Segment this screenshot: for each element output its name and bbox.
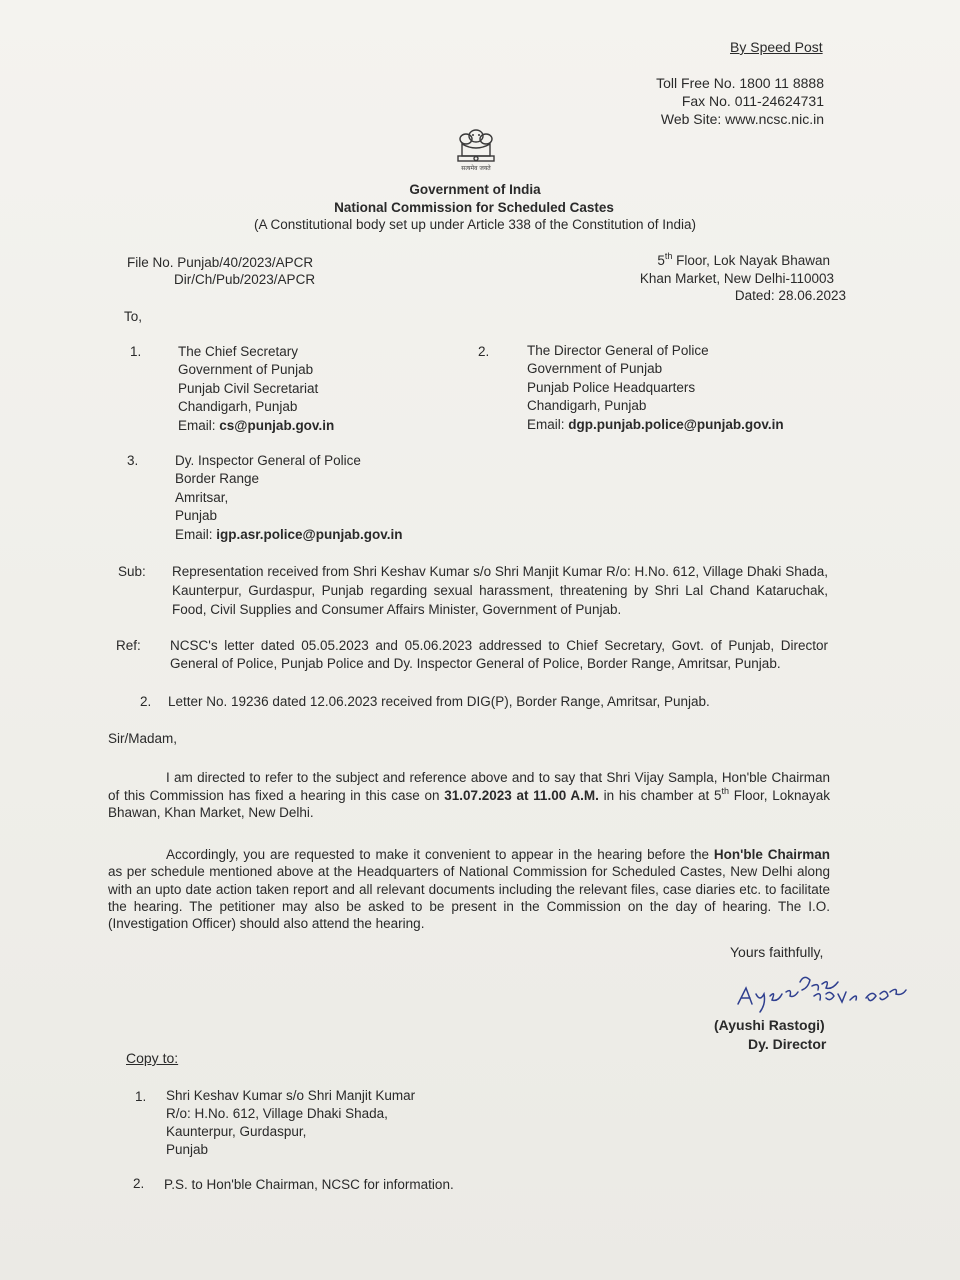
signatory-name: (Ayushi Rastogi): [714, 1017, 825, 1033]
speed-post-label: By Speed Post: [730, 39, 823, 55]
signatory-designation: Dy. Director: [748, 1036, 827, 1052]
recipient-2-number: 2.: [478, 344, 490, 359]
national-emblem-icon: [446, 126, 506, 178]
reference-item-1: NCSC's letter dated 05.05.2023 and 05.06.2023 addressed to Chief Secretary, Govt. of Punjab, Director General of Police, Punjab Police and Dy. Inspector General of Police, Border Range, Amritsar, Punjab.: [170, 638, 828, 671]
salutation: Sir/Madam,: [108, 731, 178, 746]
subject-label: Sub:: [118, 564, 146, 579]
constitutional-note: (A Constitutional body set up under Article 338 of the Constitution of India): [253, 217, 697, 232]
website: Web Site: www.ncsc.nic.in: [660, 111, 824, 127]
emblem-caption: सत्यमेव जयते: [461, 165, 491, 172]
copy-item-2: P.S. to Hon'ble Chairman, NCSC for information.: [164, 1177, 454, 1192]
hearing-date-time: 31.07.2023 at 11.00 A.M.: [444, 787, 599, 803]
copy-item-2-number: 2.: [133, 1176, 145, 1191]
reference-label: Ref:: [116, 638, 141, 653]
paragraph-hearing: I am directed to refer to the subject and reference above and to say that Shri Vijay Sampla, Hon'ble Chairman of this Commission has fixed a hearing in this case on 31.07.2023 at 11.00 A.M. in his chamber at 5th Floor, Loknayak Bhawan, Khan Market, New Delhi.: [108, 770, 830, 820]
recipient-1-email: cs@punjab.gov.in: [219, 417, 335, 433]
fax-number: Fax No. 011-24624731: [681, 93, 824, 109]
recipient-2: The Director General of Police Government of Punjab Punjab Police Headquarters Chandigarh, Punjab Email: dgp.punjab.police@punjab.gov.in: [527, 343, 784, 432]
address-line-1: 5th Floor, Lok Nayak Bhawan: [657, 251, 830, 268]
yours-faithfully: Yours faithfully,: [730, 944, 824, 960]
file-number: File No. Punjab/40/2023/APCR: [127, 255, 314, 270]
recipient-2-email: dgp.punjab.police@punjab.gov.in: [568, 416, 784, 432]
chairman-bold: Hon'ble Chairman: [713, 847, 830, 862]
date: Dated: 28.06.2023: [734, 288, 846, 303]
reference-item-2-number: 2.: [140, 694, 152, 709]
recipient-1: The Chief Secretary Government of Punjab Punjab Civil Secretariat Chandigarh, Punjab Email: cs@punjab.gov.in: [178, 344, 335, 433]
recipient-3-email: igp.asr.police@punjab.gov.in: [216, 526, 403, 542]
copy-to-label: Copy to:: [126, 1050, 179, 1066]
government-title: Government of India: [409, 182, 541, 197]
subject-text: Representation received from Shri Keshav Kumar s/o Shri Manjit Kumar R/o: H.No. 612, Village Dhaki Shada, Kaunterpur, Gurdaspur, Punjab regarding sexual harassment, threatening by Shri Lal Chand Kataruchak, Food, Civil Supplies and Consumer Affairs Minister, Government of Punjab.: [172, 564, 828, 617]
paragraph-request: Accordingly, you are requested to make it convenient to appear in the hearing before the Hon'ble Chairman as per schedule mentioned above at the Headquarters of National Commission for Scheduled Castes, New Delhi along with an upto date action taken report and all relevant documents including the relevant files, case diaries etc. to facilitate the hearing. The petitioner may also be asked to be present in the Commission on the day of hearing. The I.O. (Investigation Officer) should also attend the hearing.: [108, 847, 830, 932]
toll-free: Toll Free No. 1800 11 8888: [656, 75, 824, 91]
recipient-3: Dy. Inspector General of Police Border Range Amritsar, Punjab Email: igp.asr.police@punjab.gov.in: [175, 453, 403, 542]
to-label: To,: [124, 309, 143, 324]
commission-title: National Commission for Scheduled Castes: [334, 200, 614, 215]
recipient-1-number: 1.: [130, 344, 142, 359]
copy-item-1: Shri Keshav Kumar s/o Shri Manjit Kumar R/o: H.No. 612, Village Dhaki Shada, Kaunterpur, Gurdaspur, Punjab: [166, 1088, 416, 1157]
reference-item-2: Letter No. 19236 dated 12.06.2023 received from DIG(P), Border Range, Amritsar, Punjab.: [168, 694, 710, 709]
file-number-2: Dir/Ch/Pub/2023/APCR: [174, 272, 316, 287]
copy-item-1-number: 1.: [135, 1089, 147, 1104]
signature-icon: [730, 968, 920, 1018]
recipient-3-number: 3.: [127, 453, 139, 468]
address-line-2: Khan Market, New Delhi-110003: [639, 271, 834, 286]
